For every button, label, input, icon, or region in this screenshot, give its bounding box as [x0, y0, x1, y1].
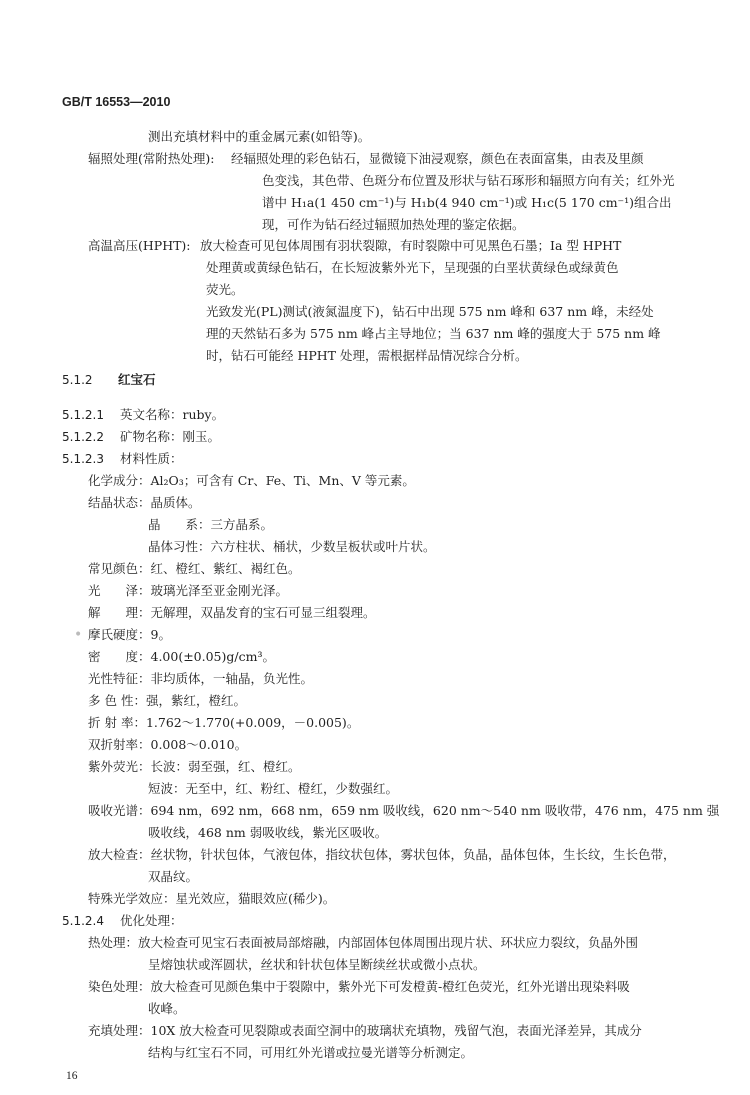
irradiation-text-line: 色变浅，其色带、色斑分布位置及形状与钻石琢形和辐照方向有关；红外光: [262, 173, 675, 188]
irradiation-label: 辐照处理(常附热处理):: [88, 151, 215, 166]
filling-detection-line: 测出充填材料中的重金属元素(如铅等)。: [148, 129, 371, 144]
property-line: 晶 系：三方晶系。: [148, 517, 274, 532]
treatment-line: 结构与红宝石不同，可用红外光谱或拉曼光谱等分析测定。: [148, 1045, 474, 1060]
irradiation-text-line: 谱中 H₁a(1 450 cm⁻¹)与 H₁b(4 940 cm⁻¹)或 H₁c(5 170 cm⁻¹)组合出: [262, 195, 672, 210]
subsection-number: 5.1.2.4: [62, 914, 104, 928]
property-line: 晶体习性：六方柱状、桶状，少数呈板状或叶片状。: [148, 539, 436, 554]
property-line: 短波：无至中，红、粉红、橙红，少数强红。: [148, 781, 399, 796]
irradiation-text-line: 经辐照处理的彩色钻石，显微镜下油浸观察，颜色在表面富集，由表及里颜: [231, 151, 644, 166]
subsection-number: 5.1.2.3: [62, 452, 104, 466]
property-line: 光性特征：非均质体，一轴晶，负光性。: [88, 671, 314, 686]
treatment-heading: 优化处理：: [120, 913, 183, 928]
property-line: 折 射 率：1.762～1.770(+0.009，－0.005)。: [88, 715, 360, 730]
property-line: 紫外荧光：长波：弱至强，红、橙红。: [88, 759, 301, 774]
page-number: 16: [66, 1070, 78, 1082]
property-line: 摩氏硬度：9。: [88, 627, 171, 642]
hpht-text-line: 处理黄或黄绿色钻石，在长短波紫外光下，呈现强的白垩状黄绿色或绿黄色: [206, 260, 619, 275]
treatment-line: 染色处理：放大检查可见颜色集中于裂隙中，紫外光下可发橙黄-橙红色荧光，红外光谱出现染料吸: [88, 979, 630, 994]
treatment-line: 充填处理：10X 放大检查可见裂隙或表面空洞中的玻璃状充填物，残留气泡，表面光泽差异，其成分: [88, 1023, 642, 1038]
mineral-name-line: 矿物名称：刚玉。: [120, 429, 221, 444]
section-title: 红宝石: [118, 372, 156, 387]
property-line: 放大检查：丝状物，针状包体，气液包体，指纹状包体，雾状包体，负晶，晶体包体，生长纹，生长色带，: [88, 847, 676, 862]
property-line: 吸收光谱：694 nm，692 nm，668 nm，659 nm 吸收线，620 nm～540 nm 吸收带，476 nm，475 nm 强: [88, 803, 720, 818]
material-properties-heading: 材料性质：: [120, 451, 183, 466]
property-line: 吸收线，468 nm 弱吸收线，紫光区吸收。: [148, 825, 388, 840]
english-name-line: 英文名称：ruby。: [120, 407, 225, 422]
property-line: 光 泽：玻璃光泽至亚金刚光泽。: [88, 583, 289, 598]
hpht-text-line: 荧光。: [206, 282, 244, 297]
subsection-number: 5.1.2.1: [62, 408, 104, 422]
section-number: 5.1.2: [62, 373, 93, 387]
scan-speck: •: [74, 627, 83, 643]
irradiation-text-line: 现，可作为钻石经过辐照加热处理的鉴定依据。: [262, 217, 525, 232]
subsection-number: 5.1.2.2: [62, 430, 104, 444]
hpht-text-line: 光致发光(PL)测试(液氮温度下)，钻石中出现 575 nm 峰和 637 nm 峰，未经处: [206, 304, 654, 319]
hpht-label: 高温高压(HPHT):: [88, 238, 191, 253]
treatment-line: 呈熔蚀状或浑圆状，丝状和针状包体呈断续丝状或微小点状。: [148, 957, 486, 972]
property-line: 特殊光学效应：星光效应，猫眼效应(稀少)。: [88, 891, 336, 906]
property-line: 化学成分：Al₂O₃；可含有 Cr、Fe、Ti、Mn、V 等元素。: [88, 473, 415, 488]
treatment-line: 收峰。: [148, 1001, 186, 1016]
property-line: 多 色 性：强，紫红，橙红。: [88, 693, 246, 708]
property-line: 结晶状态：晶质体。: [88, 495, 201, 510]
property-line: 双晶纹。: [148, 869, 199, 884]
property-line: 常见颜色：红、橙红、紫红、褐红色。: [88, 561, 301, 576]
hpht-text-line: 理的天然钻石多为 575 nm 峰占主导地位；当 637 nm 峰的强度大于 575 nm 峰: [206, 326, 661, 341]
hpht-text-line: 放大检查可见包体周围有羽状裂隙，有时裂隙中可见黑色石墨；Ⅰa 型 HPHT: [200, 238, 622, 253]
property-line: 解 理：无解理，双晶发育的宝石可显三组裂理。: [88, 605, 376, 620]
property-line: 密 度：4.00(±0.05)g/cm³。: [88, 649, 275, 664]
hpht-text-line: 时，钻石可能经 HPHT 处理，需根据样品情况综合分析。: [206, 348, 528, 363]
standard-number-header: GB/T 16553—2010: [62, 95, 171, 109]
property-line: 双折射率：0.008～0.010。: [88, 737, 248, 752]
treatment-line: 热处理：放大检查可见宝石表面被局部熔融，内部固体包体周围出现片状、环状应力裂纹，负晶外围: [88, 935, 639, 950]
